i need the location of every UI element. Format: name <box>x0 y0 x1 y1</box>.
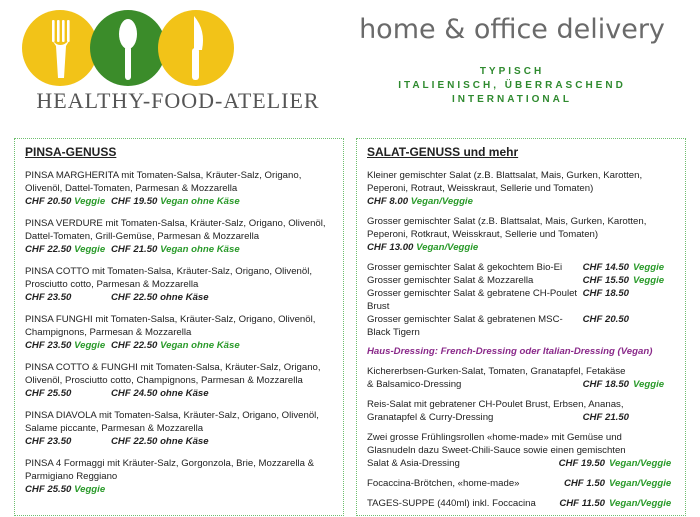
pinsa-item <box>25 313 337 352</box>
tagline-line-1: TYPISCH <box>479 66 545 77</box>
pinsa-item <box>25 217 337 256</box>
pinsa-panel <box>14 138 344 516</box>
pinsa-price-alt: CHF 22.50 ohne Käse <box>111 436 209 447</box>
pinsa-price-alt: CHF 21.50 Vegan ohne Käse <box>111 244 240 255</box>
pinsa-desc: PINSA MARGHERITA mit Tomaten-Salsa, Kräuter-Salz, Origano, Olivenöl, Dattel-Tomaten, Parmesan & Mozzarella <box>25 170 302 194</box>
salat-variant-row: Grosser gemischter Salat & gekochtem Bio-Ei CHF 14.50 Veggie <box>367 262 665 273</box>
haus-dressing-note: Haus-Dressing: French-Dressing oder Italian-Dressing (Vegan) <box>367 346 653 357</box>
pinsa-list <box>25 169 337 505</box>
pinsa-price: CHF 23.50 <box>25 436 72 447</box>
item-tagessuppe: TAGES-SUPPE (440ml) inkl. Foccacina CHF 11.50 Vegan/Veggie <box>367 498 672 509</box>
pinsa-item <box>25 409 337 448</box>
item-focaccina: Focaccina-Brötchen, «home-made» CHF 1.50 Vegan/Veggie <box>367 478 672 489</box>
pinsa-price: CHF 25.50 Veggie <box>25 484 106 495</box>
tagline-line-3: INTERNATIONAL <box>452 94 572 105</box>
pinsa-desc: PINSA VERDURE mit Tomaten-Salsa, Kräuter-Salz, Origano, Olivenöl, Dattel-Tomaten, Grill-Gemüse, Parmesan & Mozzarella <box>25 218 326 242</box>
pinsa-price-alt: CHF 24.50 ohne Käse <box>111 388 209 399</box>
pinsa-price: CHF 22.50 Veggie <box>25 244 106 255</box>
salat-item-gross: Grosser gemischter Salat (z.B. Blattsalat, Mais, Gurken, Karotten, Peperoni, Rotkraut, Weisskraut, Sellerie und Tomaten) CHF 13.00 Vegan/Veggie <box>367 215 679 254</box>
tagline-line-2: ITALIENISCH, ÜBERRASCHEND <box>398 80 626 91</box>
salat-item-reis: Reis-Salat mit gebratener CH-Poulet Brust, Erbsen, Ananas, Granatapfel & Curry-Dressing CHF 21.50 <box>367 399 629 423</box>
pinsa-price: CHF 23.50 Veggie <box>25 340 106 351</box>
salat-item-klein: Kleiner gemischter Salat (z.B. Blattsalat, Mais, Gurken, Karotten, Peperoni, Rotraut, Weisskraut, Sellerie und Tomaten) CHF 8.00 Vegan/Veggie <box>367 169 679 208</box>
salat-title: SALAT-GENUSS und mehr <box>367 145 519 159</box>
pinsa-price-alt: CHF 22.50 ohne Käse <box>111 292 209 303</box>
pinsa-item <box>25 169 337 208</box>
pinsa-title: PINSA-GENUSS <box>25 145 117 159</box>
headline: home & office delivery <box>359 14 665 45</box>
pinsa-desc: PINSA DIAVOLA mit Tomaten-Salsa, Kräuter-Salz, Origano, Olivenöl, Salame piccante, Parmesan & Mozzarella <box>25 410 319 434</box>
pinsa-price: CHF 25.50 <box>25 388 72 399</box>
salat-item-kichererbsen: Kichererbsen-Gurken-Salat, Tomaten, Granatapfel, Fetakäse & Balsamico-Dressing CHF 18.50 Veggie <box>367 366 665 390</box>
logo <box>8 6 298 86</box>
pinsa-item <box>25 265 337 304</box>
salat-variant-row: Grosser gemischter Salat & Mozzarella CHF 15.50 Veggie <box>367 275 665 286</box>
pinsa-desc: PINSA 4 Formaggi mit Kräuter-Salz, Gorgonzola, Brie, Mozzarella & Parmigiano Reggiano <box>25 458 314 482</box>
salat-desc: Kleiner gemischter Salat (z.B. Blattsalat, Mais, Gurken, Karotten, Peperoni, Rotraut, Weisskraut, Sellerie und Tomaten) <box>367 170 643 194</box>
pinsa-item <box>25 457 337 496</box>
salat-variant-row: Grosser gemischter Salat & gebratene CH-Poulet Brust CHF 18.50 <box>367 288 629 312</box>
pinsa-price-alt: CHF 22.50 Vegan ohne Käse <box>111 340 240 351</box>
pinsa-desc: PINSA COTTO & FUNGHI mit Tomaten-Salsa, Kräuter-Salz, Origano, Olivenöl, Prosciutto cotto, Champignons, Parmesan & Mozzarella <box>25 362 321 386</box>
salat-variants <box>367 261 679 339</box>
pinsa-desc: PINSA FUNGHI mit Tomaten-Salsa, Kräuter-Salz, Origano, Olivenöl, Champignons, Parmesan & Mozzarella <box>25 314 316 338</box>
salat-desc: Grosser gemischter Salat (z.B. Blattsalat, Mais, Gurken, Karotten, Peperoni, Rotkraut, Weisskraut, Sellerie und Tomaten) <box>367 216 647 240</box>
pinsa-price: CHF 20.50 Veggie <box>25 196 106 207</box>
pinsa-price: CHF 23.50 <box>25 292 72 303</box>
salat-variant-row: Grosser gemischter Salat & gebratenen MSC-Black Tigern CHF 20.50 <box>367 314 629 338</box>
brand-name: HEALTHY-FOOD-ATELIER <box>36 88 320 113</box>
salat-panel <box>356 138 686 516</box>
pinsa-item <box>25 361 337 400</box>
pinsa-price-alt: CHF 19.50 Vegan ohne Käse <box>111 196 240 207</box>
item-fruehlingsrollen: Zwei grosse Frühlingsrollen «home-made» mit Gemüse und Glasnudeln dazu Sweet-Chili-Sauce sowie einen gemischten Salat & Asia-Dressing CHF 19.50 Vegan/Veggie <box>367 432 672 469</box>
salat-list <box>367 169 679 517</box>
pinsa-desc: PINSA COTTO mit Tomaten-Salsa, Kräuter-Salz, Origano, Olivenöl, Prosciutto cotto, Parmesan & Mozzarella <box>25 266 313 290</box>
